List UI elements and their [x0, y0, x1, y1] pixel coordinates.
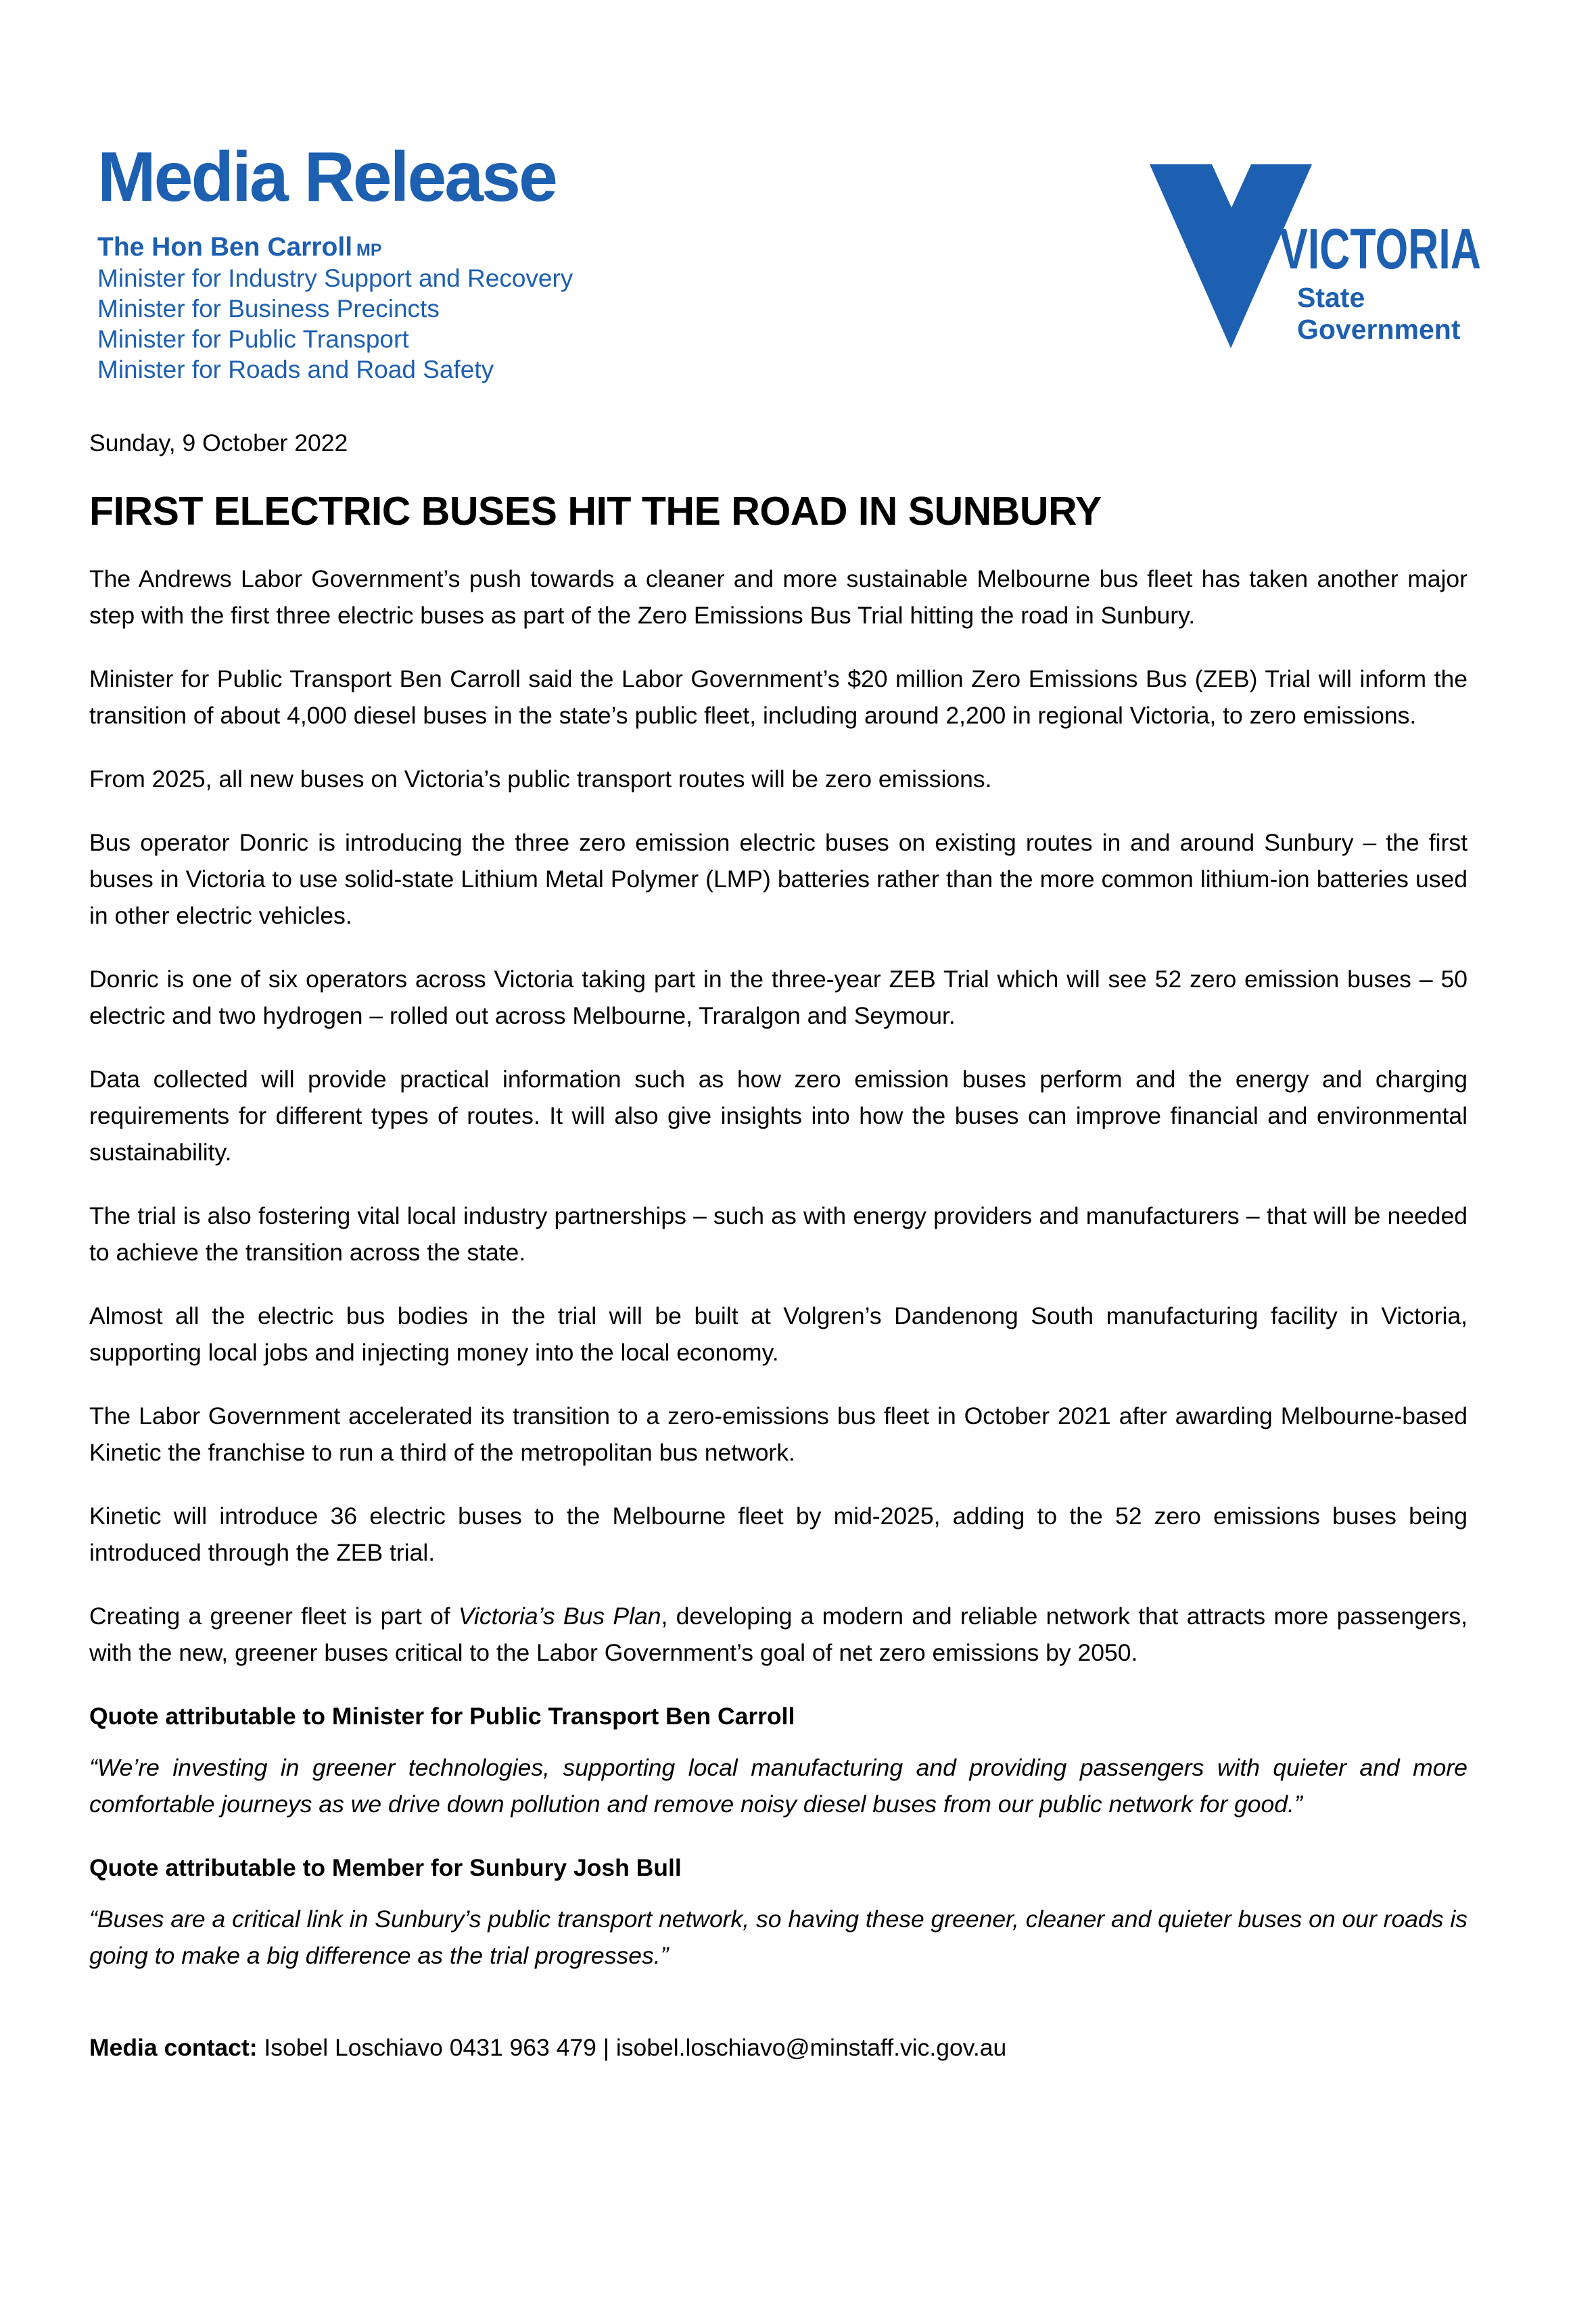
bus-plan-title: Victoria’s Bus Plan	[458, 1602, 661, 1630]
body-paragraph: Almost all the electric bus bodies in the trial will be built at Volgren’s Dandenong South manufacturing facility in Victoria, supporting local jobs and injecting money into the local economy.	[89, 1302, 1468, 1366]
minister-role: Minister for Public Transport	[97, 325, 409, 353]
minister-role: Minister for Roads and Road Safety	[97, 355, 494, 383]
body-paragraph: The trial is also fostering vital local industry partnerships – such as with energy providers and manufacturers – that will be needed to achieve the transition across the state.	[89, 1202, 1468, 1266]
quote-heading-minister: Quote attributable to Minister for Public Transport Ben Carroll	[89, 1702, 795, 1730]
quote-minister: “We’re investing in greener technologies, supporting local manufacturing and providing passengers with quieter and more comfortable journeys as we drive down pollution and remove noisy diesel buses from our public network for good.”	[89, 1753, 1468, 1818]
quote-member: “Buses are a critical link in Sunbury’s public transport network, so having these greener, cleaner and quieter buses on our roads is going to make a big difference as the trial progresses.”	[89, 1905, 1468, 1969]
bus-plan-text-before: Creating a greener fleet is part of	[89, 1602, 459, 1630]
minister-name-text: The Hon Ben Carroll	[97, 233, 353, 262]
body-paragraph: From 2025, all new buses on Victoria’s public transport routes will be zero emissions.	[89, 765, 992, 793]
media-contact-details: Isobel Loschiavo 0431 963 479 | isobel.loschiavo@minstaff.vic.gov.au	[257, 2033, 1007, 2061]
minister-suffix: MP	[356, 241, 382, 260]
body-paragraph: Kinetic will introduce 36 electric buses to the Melbourne fleet by mid-2025, adding to the 52 zero emissions buses being introduced through the ZEB trial.	[89, 1502, 1468, 1566]
bus-plan-paragraph	[89, 1598, 1468, 1671]
quote-heading-member: Quote attributable to Member for Sunbury Josh Bull	[89, 1853, 682, 1881]
media-contact-label: Media contact:	[89, 2033, 258, 2061]
media-release-header	[97, 138, 706, 385]
body-paragraph: Minister for Public Transport Ben Carroll said the Labor Government’s $20 million Zero Emissions Bus (ZEB) Trial will inform the transition of about 4,000 diesel buses in the state’s public fleet, including around 2,200 in regional Victoria, to zero emissions.	[89, 665, 1468, 729]
media-contact	[89, 2029, 1468, 2066]
body-paragraph: The Labor Government accelerated its transition to a zero-emissions bus fleet in October 2021 after awarding Melbourne-based Kinetic the franchise to run a third of the metropolitan bus network.	[89, 1402, 1468, 1466]
body-paragraph: Bus operator Donric is introducing the three zero emission electric buses on existing routes in and around Sunbury – the first buses in Victoria to use solid-state Lithium Metal Polymer (LMP) batteries rather than the more common lithium-ion batteries used in other electric vehicles.	[89, 828, 1468, 929]
bus-plan-text-after: , developing a modern and reliable network that attracts more passengers, with the new, greener buses critical to the Labor Government’s goal of net zero emissions by 2050.	[89, 1602, 1468, 1666]
logo-line-government: Government	[1297, 314, 1461, 345]
body-paragraph: The Andrews Labor Government’s push towards a cleaner and more sustainable Melbourne bus fleet has taken another major step with the first three electric buses as part of the Zero Emissions Bus Trial hitting the road in Sunbury.	[89, 565, 1468, 629]
minister-role: Minister for Industry Support and Recovery	[97, 264, 573, 292]
release-date: Sunday, 9 October 2022	[89, 429, 348, 456]
minister-role: Minister for Business Precincts	[97, 294, 440, 323]
logo-line-state: State	[1297, 282, 1365, 313]
logo-word: VICTORIA	[1280, 217, 1481, 281]
minister-roles	[97, 263, 706, 385]
document-title: Media Release	[97, 138, 556, 216]
minister-name	[97, 233, 706, 263]
body-paragraph: Data collected will provide practical information such as how zero emission buses perform and the energy and charging requirements for different types of routes. It will also give insights into how the buses can improve financial and environmental sustainability.	[89, 1065, 1468, 1166]
victoria-state-government-logo	[1150, 164, 1488, 354]
release-body	[89, 425, 1468, 2089]
release-headline: FIRST ELECTRIC BUSES HIT THE ROAD IN SUNBURY	[89, 489, 1102, 534]
body-paragraph: Donric is one of six operators across Victoria taking part in the three-year ZEB Trial which will see 52 zero emission buses – 50 electric and two hydrogen – rolled out across Melbourne, Traralgon and Seymour.	[89, 965, 1468, 1029]
